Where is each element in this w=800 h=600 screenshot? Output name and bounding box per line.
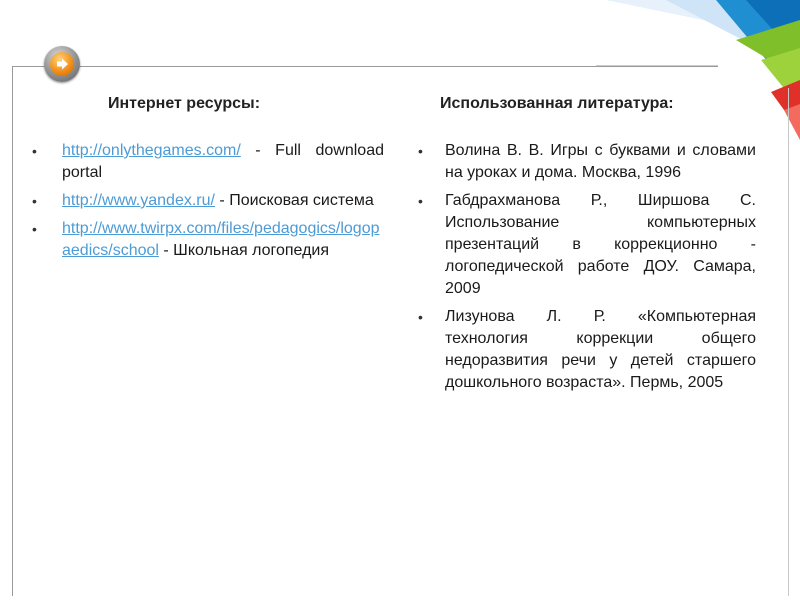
bullet: •	[418, 309, 423, 325]
resource-link[interactable]: http://onlythegames.com/	[62, 142, 241, 159]
resource-description: - Full download portal	[62, 142, 384, 181]
resource-description: - Поисковая система	[214, 192, 374, 209]
bullet: •	[32, 221, 37, 237]
reference-text: Габдрахманова Р., Ширшова С. Использование компьютерных презентаций в коррекционно - логопедической работе ДОУ. Самара, 2009	[445, 192, 756, 297]
frame-left-line	[12, 66, 13, 596]
bullet: •	[418, 143, 423, 159]
reference-text: Волина В. В. Игры с буквами и словами на уроках и дома. Москва, 1996	[445, 142, 756, 181]
internet-resources-heading: Интернет ресурсы:	[108, 95, 261, 112]
literature-column	[418, 92, 756, 400]
frame-right-line	[788, 88, 789, 596]
next-slide-button[interactable]	[44, 46, 80, 82]
bullet: •	[418, 193, 423, 209]
reference-text: Лизунова Л. Р. «Компьютерная технология коррекции общего недоразвития речи у детей старшего дошкольного возраста». Пермь, 2005	[445, 308, 756, 391]
bullet: •	[32, 143, 37, 159]
frame-top-line	[12, 66, 718, 67]
list-item	[418, 306, 756, 394]
resource-description: - Школьная логопедия	[158, 242, 330, 259]
list-item	[418, 190, 756, 300]
list-item	[418, 140, 756, 184]
literature-list	[418, 140, 756, 394]
bullet: •	[32, 193, 37, 209]
internet-resources-list	[30, 140, 384, 262]
orange-arrow-right-icon	[50, 52, 74, 76]
list-item	[30, 190, 384, 212]
resource-link[interactable]: http://www.yandex.ru/	[62, 192, 215, 209]
literature-heading: Использованная литература:	[440, 95, 674, 112]
internet-resources-column	[30, 92, 384, 268]
resource-link[interactable]: http://www.twirpx.com/files/pedagogics/logopaedics/school	[62, 220, 380, 259]
list-item	[30, 218, 384, 262]
list-item	[30, 140, 384, 184]
